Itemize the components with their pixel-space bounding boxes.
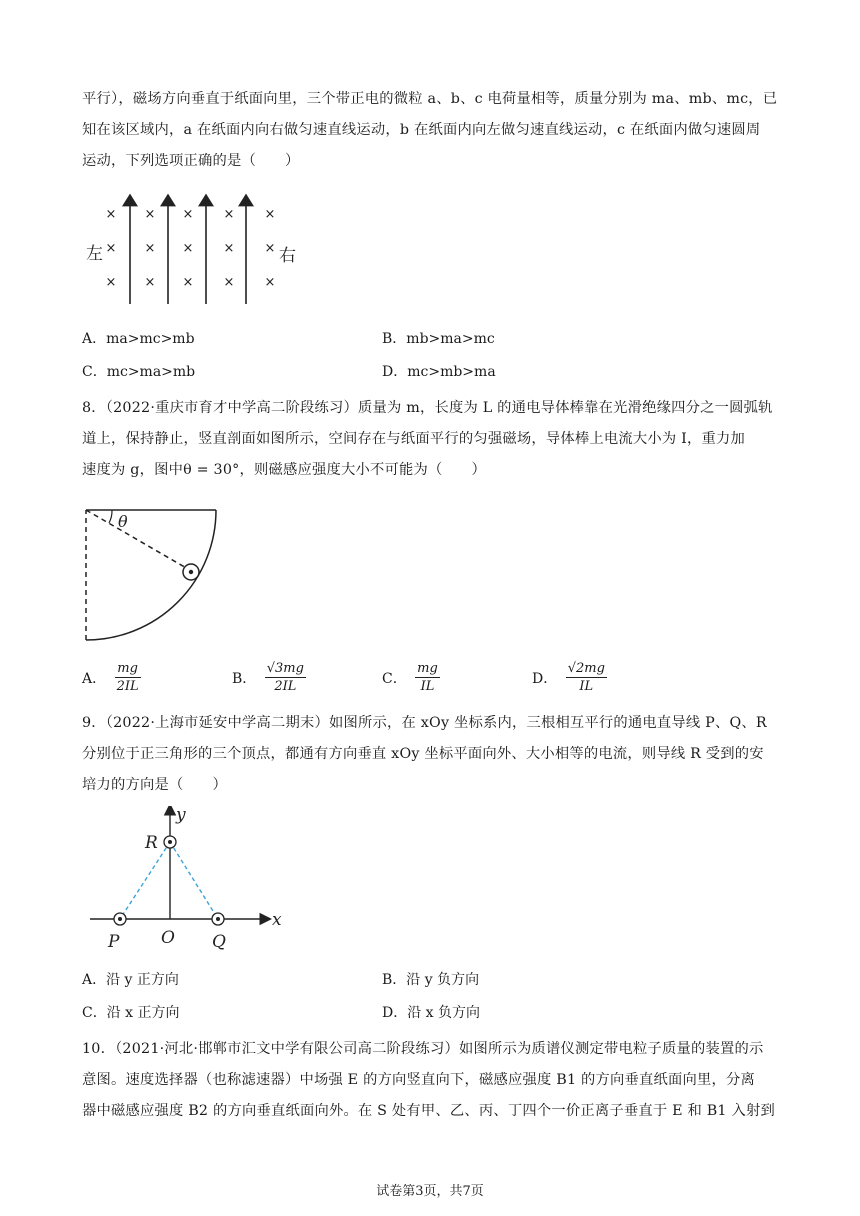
q7-line-2: 知在该区域内，a 在纸面内向右做匀速直线运动，b 在纸面内向左做匀速直线运动，c 在纸面内做匀速圆周: [82, 122, 761, 138]
q7-left-label: 左: [86, 244, 103, 264]
q9-o-label: O: [161, 928, 175, 948]
q8-arc-figure: [82, 505, 222, 647]
q10-line-2: 意图。速度选择器（也称滤速器）中场强 E 的方向竖直向下，磁感应强度 B1 的方向垂直纸面向里，分离: [82, 1072, 755, 1088]
q8-line-3: 速度为 g，图中θ = 30°，则磁感应强度大小不可能为（ ）: [82, 462, 486, 478]
svg-text:×: ×: [144, 241, 156, 256]
svg-text:×: ×: [264, 275, 276, 290]
svg-text:×: ×: [223, 275, 235, 290]
q8-theta-label: θ: [118, 512, 128, 531]
q8-b-denominator: 2IL: [274, 679, 297, 694]
svg-text:×: ×: [223, 241, 235, 256]
q7-right-label: 右: [279, 246, 296, 266]
q8-c-denominator: IL: [420, 679, 435, 694]
q7-field-figure: [82, 192, 312, 310]
q9-coordinate-figure: [90, 806, 300, 956]
svg-text:×: ×: [105, 207, 117, 222]
q8-c-numerator: mg: [417, 661, 438, 676]
svg-text:×: ×: [264, 207, 276, 222]
q8-a-denominator: 2IL: [116, 679, 139, 694]
q8-option-b: B． $\frac{√3mg}{2IL}$: [232, 661, 304, 694]
q9-option-a: A．沿 y 正方向: [82, 972, 179, 988]
svg-text:×: ×: [144, 275, 156, 290]
page-footer: 试卷第3页，共7页: [376, 1184, 484, 1199]
q8-option-a: A． $\frac{mg}{2IL}$: [82, 661, 139, 694]
q10-line-3: 器中磁感应强度 B2 的方向垂直纸面向外。在 S 处有甲、乙、丙、丁四个一价正离子垂直于 E 和 B1 入射到: [82, 1103, 775, 1119]
q9-line-2: 分别位于正三角形的三个顶点，都通有方向垂直 xOy 坐标平面向外、大小相等的电流，则导线 R 受到的安: [82, 746, 764, 762]
q8-a-numerator: mg: [115, 660, 141, 678]
q7-line-3: 运动，下列选项正确的是（ ）: [82, 153, 300, 169]
q9-x-axis-label: x: [272, 910, 282, 930]
svg-text:×: ×: [264, 241, 276, 256]
q7-option-a: A．ma>mc>mb: [82, 331, 195, 347]
svg-text:×: ×: [105, 275, 117, 290]
q9-option-c: C．沿 x 正方向: [82, 1005, 180, 1021]
q9-option-d: D．沿 x 负方向: [382, 1005, 481, 1021]
q8-line-1: 8．（2022·重庆市育才中学高二阶段练习）质量为 m，长度为 L 的通电导体棒靠在光滑绝缘四分之一圆弧轨: [82, 400, 773, 416]
q8-line-2: 道上，保持静止，竖直剖面如图所示，空间存在与纸面平行的匀强磁场，导体棒上电流大小为 I，重力加: [82, 431, 745, 447]
q9-line-1: 9．（2022·上海市延安中学高二期末）如图所示，在 xOy 坐标系内，三根相互平行的通电直导线 P、Q、R: [82, 715, 767, 731]
q9-q-label: Q: [212, 932, 226, 952]
q9-r-label: R: [145, 833, 158, 853]
q9-y-axis-label: y: [176, 806, 186, 825]
svg-text:×: ×: [182, 241, 194, 256]
q7-line-1: 平行），磁场方向垂直于纸面向里，三个带正电的微粒 a、b、c 电荷量相等，质量分别为 ma、mb、mc，已: [82, 91, 778, 107]
svg-text:×: ×: [182, 275, 194, 290]
svg-text:×: ×: [105, 241, 117, 256]
q8-d-numerator: √2mg: [567, 661, 605, 676]
q8-d-denominator: IL: [579, 679, 594, 694]
q9-option-b: B．沿 y 负方向: [382, 972, 480, 988]
svg-text:×: ×: [182, 207, 194, 222]
q8-b-numerator: √3mg: [266, 661, 304, 676]
q7-option-d: D．mc>mb>ma: [382, 364, 496, 380]
q8-option-c: C． $\frac{mg}{IL}$: [382, 661, 438, 694]
svg-text:×: ×: [144, 207, 156, 222]
q9-p-label: P: [108, 932, 120, 952]
svg-text:×: ×: [223, 207, 235, 222]
q10-line-1: 10．（2021·河北·邯郸市汇文中学有限公司高二阶段练习）如图所示为质谱仪测定带电粒子质量的装置的示: [82, 1041, 764, 1057]
q7-option-c: C．mc>ma>mb: [82, 364, 196, 380]
q9-line-3: 培力的方向是（ ）: [82, 777, 227, 793]
q8-option-d: D． $\frac{√2mg}{IL}$: [532, 661, 605, 694]
q7-option-b: B．mb>ma>mc: [382, 331, 495, 347]
